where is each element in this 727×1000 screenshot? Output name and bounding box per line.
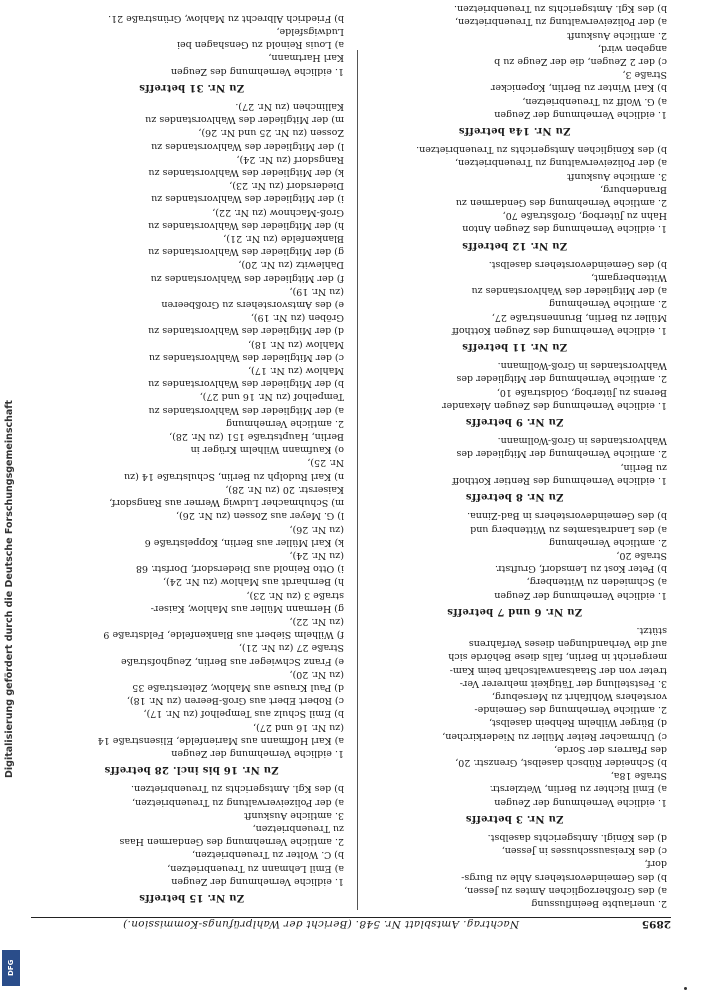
text-line: 2. amtliche Vernehmung [548,298,667,310]
text-line: Müller zu Berlin, Brunnenstraße 27, [491,311,667,323]
text-line: 1. eidliche Vernehmung der Zeugen [171,747,344,759]
text-line: 2. amtliche Vernehmung der Mitglieder des [456,373,667,385]
scan-speck [684,987,687,990]
text-line: 2. amtliche Vernehmung [548,536,667,548]
text-line: b) des Gemeindevorstehers Ahle zu Burgs- [461,871,667,883]
text-line: b) Peter Kost zu Lemsdorf, Gruftstr. [495,563,667,575]
section-heading: Zu Nr. 16 bis incl. 28 betreffs [104,764,279,776]
text-line: 1. eidliche Vernehmung des Zeugen Alexander [441,399,667,411]
text-line: Mahlow (zu Nr. 17), [248,365,344,377]
text-line: a) der Mitglieder des Wahlvorstandes zu [148,404,344,416]
section-heading: Zu Nr. 14a betreffs [458,125,571,137]
text-line: zu Treuenbrietzen, [252,822,344,834]
text-line: 1. eidliche Vernehmung der Zeugen [494,589,667,601]
text-line: a) des Großherzoglichen Amtes zu Jessen, [464,884,667,896]
text-line: k) der Mitglieder des Wahlvorstandes zu [148,167,344,179]
text-line: Straße 18a, [610,770,667,782]
text-line: 2. amtliche Vernehmung des Gemeinde- [474,704,667,716]
text-line: d) Paul Krause aus Mahlow, Zelterstraße 35 [132,681,344,693]
text-line: Mahlow (zu Nr. 18), [248,338,344,350]
text-line: d) Bürger Wilhelm Rehbein daselbst, [488,717,667,729]
text-line: b) C. Wolter zu Treuenbrietzen, [191,849,344,861]
text-line: b) des Königlichen Amtsgerichts zu Treuenbrietzen. [416,144,667,156]
text-line: vorstehers Wohlfahrt zu Merseburg, [491,690,667,702]
text-line: stützt. [636,624,667,636]
text-line: c) der Mitglieder des Wahlvorstandes zu [148,351,344,363]
text-line: Blankenfelde (zu Nr. 21), [223,233,344,245]
text-line: b) der Mitglieder des Wahlvorstandes zu [148,378,344,390]
text-line: Brandenburg, [600,183,667,195]
section-heading: Zu Nr. 15 betreffs [138,892,245,903]
text-line: b) Karl Winter zu Berlin, Kopenicker [490,82,667,94]
text-line: a) des Landratsamtes zu Wittenberg und [470,523,667,535]
text-line: n) Karl Rudolph zu Berlin, Schulstraße 14 (zu [124,470,344,482]
text-line: 1. eidliche Vernehmung des Zeugen [170,65,344,77]
text-line: Groß-Machnow (zu Nr. 22), [212,206,344,218]
text-line: (zu Nr. 24), [289,549,344,561]
text-line: treter von der Staatsanwaltschaft beim Kam- [449,664,667,676]
text-line: 1. eidliche Vernehmung der Zeugen [494,796,667,808]
page-number: 2895 [641,918,671,930]
running-title: Nachtrag. Amtsblatt Nr. 548. (Bericht der Wahlprüfungs-Kommission.) [122,918,520,930]
section-heading: Zu Nr. 31 betreffs [138,81,245,93]
text-line: o) Kaufmann Wilhelm Krüger in [190,444,344,456]
text-line: 1. eidliche Vernehmung der Zeugen [171,875,344,887]
text-line: e) Franz Schwieger aus Berlin, Zeughofstraße [121,655,344,667]
text-line: f) Wilhelm Siebert aus Blankenfelde, Feldstraße 9 [103,629,344,641]
text-line: k) Karl Müller aus Berlin, Koppelstraße 6 [144,536,344,548]
text-line: Berens zu Jüterbog, Goldstraße 10, [496,386,667,398]
text-line: b) des Gemeindevorstehers daselbst. [488,258,667,270]
text-line: Wahlvorstandes in Groß-Wollmann. [497,360,667,372]
text-line: Straße 20, [616,549,667,561]
text-line: b) Schneider Rübsch daselbst, Grenzstr. 20, [455,756,667,768]
section-heading: Zu Nr. 6 und 7 betreffs [446,605,583,617]
text-line: h) Bernhardt aus Mahlow (zu Nr. 24), [163,576,344,588]
text-line: Wahlvorstandes in Groß-Wollmann. [497,435,667,447]
text-line: c) Robert Ebert aus Groß-Beeren (zu Nr. 18), [126,695,344,707]
text-line: 1. eidliche Vernehmung des Rentier Kotthoff [452,474,667,486]
text-line: a) Karl Hoffmann aus Marienfelde, Elisenstraße 14 [97,734,344,746]
text-line: d) des Königl. Amtsgerichts daselbst. [487,831,667,843]
text-line: a) der Polizeiverwaltung zu Treuenbrietzen, [454,157,667,169]
text-line: a) G. Wolff zu Treuenbrietzen, [522,95,667,107]
column-divider [357,50,358,910]
text-line: 1. eidliche Vernehmung des Zeugen Anton [462,223,667,235]
text-line: Kallinchen (zu Nr. 27). [235,101,344,113]
text-line: c) des Kreisausschusses in Jessen, [501,845,667,857]
section-heading: Zu Nr. 3 betreffs [465,812,564,824]
text-line: f) der Mitglieder des Wahlvorstandes zu [150,272,344,284]
text-line: (zu Nr. 20), [289,668,344,680]
text-line: c) Uhrmacher Reiter Müller zu Niederkirchen, [442,730,667,742]
text-line: zu Berlin, [620,461,667,473]
text-line: dorf, [644,858,667,870]
text-line: c) der 2 Zeugen, die der Zeuge zu b [494,56,667,68]
text-line: l) der Mitglieder des Wahlvorstandes zu [151,140,344,152]
text-line: a) Emil Lehmann zu Treuenbrietzen, [167,862,344,874]
section-heading: Zu Nr. 12 betreffs [461,239,568,251]
text-line: a) der Polizeiverwaltung zu Treuenbrietzen, [131,796,344,808]
text-line: Rangsdorf (zu Nr. 24), [236,153,344,165]
right-column [39,12,344,910]
text-line: auf die Verhandlungen dieses Verfahrens [468,638,667,650]
text-line: 3. amtliche Auskunft [567,170,667,182]
text-line: m) der Mitglieder des Wahlvorstandes zu [145,114,344,126]
text-line: a) Emil Richter zu Berlin, Wetzlerstr. [489,783,667,795]
text-line: (zu Nr. 16 und 27), [253,721,344,733]
text-line: 2. amtliche Vernehmung [225,417,344,429]
text-line: b) des Kgl. Amtsgerichts zu Treuenbrietzen. [130,783,344,795]
text-line: straße 3 (zu Nr. 23), [246,589,344,601]
text-line: Gröben (zu Nr. 19), [250,312,344,324]
text-line: 1. eidliche Vernehmung des Zeugen Kotthoff [452,324,667,336]
text-line: Tempelhof (zu Nr. 16 und 27), [199,391,344,403]
text-line: Straße 27 (zu Nr. 21), [238,642,344,654]
text-line: Dahlewitz (zu Nr. 20), [238,259,344,271]
text-line: Karl Hartmann, [268,52,344,64]
text-line: l) G. Meyer aus Zossen (zu Nr. 26), [176,510,344,522]
text-line: b) Friedrich Albrecht zu Mahlow, Grünstraße 21. [108,12,344,24]
text-line: m) Schuhmacher Ludwig Werner aus Rangsdorf, [109,497,344,509]
text-line: Wittenbergamt, [591,272,667,284]
section-heading: Zu Nr. 11 betreffs [461,341,568,353]
text-line: a) Louis Reinold zu Genshagen bei [177,39,344,51]
text-line: 3. amtliche Auskunft [244,809,344,821]
text-line: Diedersdorf (zu Nr. 23), [229,180,344,192]
text-line: 2. amtliche Vernehmung des Gendarmen zu [455,197,667,209]
text-line: 3. Feststellung der Tätigkeit mehrerer Ver- [459,677,667,689]
text-line: b) Emil Schulz aus Tempelhof (zu Nr. 17), [143,708,344,720]
dfg-logo-icon: DFG [2,950,20,986]
text-line: Straße 3, [622,69,667,81]
text-line: g) der Mitglieder des Wahlvorstandes zu [148,246,344,258]
text-line: a) der Mitglieder des Wahlvorstandes zu [471,285,667,297]
text-line: 2. amtliche Vernehmung der Mitglieder des [456,448,667,460]
text-line: Hahn zu Jüterbog, Großstraße 70, [502,210,667,222]
text-line: 2. amtliche Auskunft [567,29,667,41]
text-line: b) des Kgl. Amtsgerichts zu Treuenbrietzen. [453,3,667,15]
text-line: 2. amtliche Vernehmung des Gendarmen Haas [119,836,344,848]
text-line: mergericht in Berlin, falls diese Behörde sich [448,651,667,663]
text-line: a) der Polizeiverwaltung zu Treuenbrietzen, [454,16,667,28]
text-line: (zu Nr. 26), [289,523,344,535]
text-line: Ludwigsfelde, [276,26,344,37]
text-line: h) der Mitglieder des Wahlvorstandes zu [148,219,344,231]
text-line: b) des Gemeindevorstehers in Bad-Zinna. [467,510,667,522]
text-line: Berlin, Hauptstraße 151 (zu Nr. 28), [169,431,344,443]
text-line: a) Schmieden zu Wittenberg, [526,576,667,588]
text-line: (zu Nr. 22), [289,615,344,627]
page-header [31,917,671,940]
text-line: angeben wird, [597,42,667,54]
text-line: d) der Mitglieder des Wahlvorstandes zu [148,325,344,337]
text-line: 2. unerlaubte Beeinflussung [531,898,667,909]
text-line: (zu Nr. 19), [289,285,344,297]
left-column [362,2,667,910]
text-line: e) des Amtsvorstehers zu Großbeeren [161,299,344,311]
text-line: i) Otto Reinold aus Diedersdorf, Dorfstr. 68 [135,563,344,575]
text-line: des Pfarrers der Sorde, [553,743,667,755]
text-line: 1. eidliche Vernehmung der Zeugen [494,108,667,120]
text-line: Zossen (zu Nr. 25 und Nr. 26), [198,127,344,139]
digitization-credit: Digitalisierung gefördert durch die Deutsche Forschungsgemeinschaft [4,400,15,778]
text-line: g) Hermann Müller aus Mahlow, Kaiser- [150,602,344,614]
section-heading: Zu Nr. 8 betreffs [465,491,564,503]
section-heading: Zu Nr. 9 betreffs [465,416,564,428]
text-line: i) der Mitglieder des Wahlvorstandes zu [151,193,344,205]
text-line: Kaiserstr. 20 (zu Nr. 28), [225,483,344,495]
text-line: Nr. 25), [307,457,344,469]
